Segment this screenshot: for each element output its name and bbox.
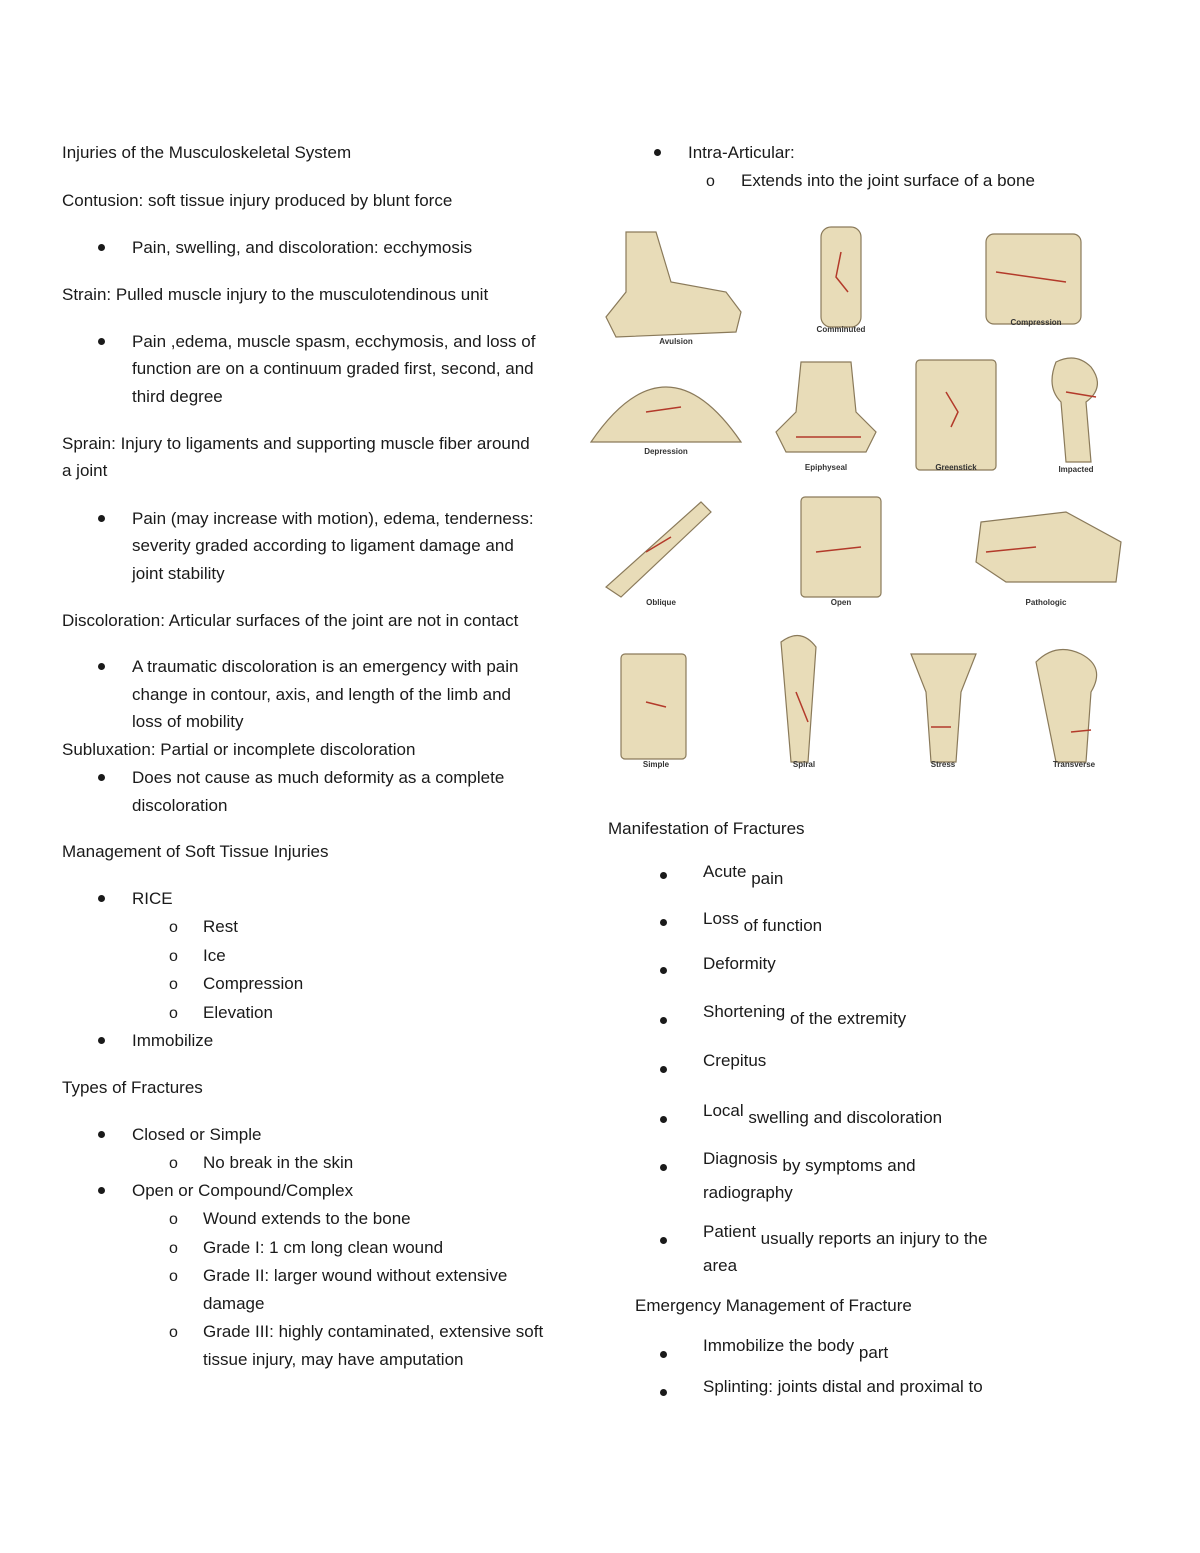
label-avulsion: Avulsion <box>659 337 693 346</box>
label-compression: Compression <box>1010 318 1062 327</box>
emergency-item-2 <box>703 1377 983 1397</box>
emergency-item-1 <box>703 1336 889 1362</box>
discoloration-bullet-line2: change in contour, axis, and length of the limb and <box>132 685 511 704</box>
manifestation-heading: Manifestation of Fractures <box>608 819 805 838</box>
manifestation-item-2 <box>703 909 823 935</box>
contusion-bullet: Pain, swelling, and discoloration: ecchymosis <box>132 238 473 257</box>
bullet <box>660 1017 667 1024</box>
label-epiphyseal: Epiphyseal <box>804 463 848 472</box>
manifestation-item-2-b: of function <box>743 916 823 935</box>
manifestation-item-8-a: Patient <box>703 1222 756 1241</box>
impacted-illustration <box>1052 358 1097 462</box>
intra-articular-item: Intra-Articular: <box>688 143 795 162</box>
label-spiral: Spiral <box>792 760 816 769</box>
manifestation-item-6-a: Local <box>703 1101 744 1120</box>
compression-illustration <box>986 234 1081 324</box>
immobilize-item: Immobilize <box>132 1031 214 1050</box>
emergency-item-1-b: part <box>858 1343 889 1362</box>
manifestation-item-3 <box>703 954 776 974</box>
manifestation-item-3-a: Deformity <box>703 954 776 973</box>
sub-bullet-o: o <box>169 1211 178 1228</box>
open-sub-3: Grade II: larger wound without extensive <box>203 1266 508 1285</box>
label-comminuted: Comminuted <box>816 325 866 334</box>
closed-item: Closed or Simple <box>132 1125 262 1144</box>
avulsion-illustration <box>606 232 741 337</box>
subluxation-heading: Subluxation: Partial or incomplete discoloration <box>62 740 416 759</box>
bullet <box>654 149 661 156</box>
manifestation-item-7 <box>703 1149 916 1175</box>
pathologic-illustration <box>976 512 1121 582</box>
label-pathologic: Pathologic <box>1025 598 1067 607</box>
open-sub-4: Grade III: highly contaminated, extensive soft <box>203 1322 544 1341</box>
sub-bullet-o: o <box>169 948 178 965</box>
label-open: Open <box>830 598 852 607</box>
bullet <box>660 872 667 879</box>
open-illustration <box>801 497 881 597</box>
manifestation-item-4-b: of the extremity <box>789 1009 907 1028</box>
emergency-heading: Emergency Management of Fracture <box>635 1296 912 1315</box>
discoloration-bullet-line3: loss of mobility <box>132 712 244 731</box>
rice-elevation: Elevation <box>203 1003 273 1022</box>
open-sub-4-cont: tissue injury, may have amputation <box>203 1350 464 1369</box>
strain-heading: Strain: Pulled muscle injury to the musculotendinous unit <box>62 285 489 304</box>
depression-illustration <box>591 387 741 442</box>
epiphyseal-illustration <box>776 362 876 452</box>
manifestation-item-5-a: Crepitus <box>703 1051 767 1070</box>
manifestation-item-6-b: swelling and discoloration <box>748 1108 943 1127</box>
manifestation-item-2-a: Loss <box>703 909 739 928</box>
bullet <box>98 338 105 345</box>
manifestation-item-8-b: usually reports an injury to the <box>760 1229 988 1248</box>
label-oblique: Oblique <box>646 598 676 607</box>
bullet <box>660 919 667 926</box>
sprain-heading-line1: Sprain: Injury to ligaments and supporting muscle fiber around <box>62 434 530 453</box>
sub-bullet-o: o <box>169 1324 178 1341</box>
closed-sub: No break in the skin <box>203 1153 354 1172</box>
bullet <box>660 1066 667 1073</box>
manifestation-item-1-a: Acute <box>703 862 747 881</box>
rice-item: RICE <box>132 889 173 908</box>
subluxation-bullet-line2: discoloration <box>132 796 228 815</box>
discoloration-heading: Discoloration: Articular surfaces of the joint are not in contact <box>62 611 519 630</box>
rice-ice: Ice <box>203 946 226 965</box>
rice-rest: Rest <box>203 917 238 936</box>
rice-compression: Compression <box>203 974 304 993</box>
manifestation-item-7-b: by symptoms and <box>782 1156 916 1175</box>
management-heading: Management of Soft Tissue Injuries <box>62 842 329 861</box>
sprain-bullet-line1: Pain (may increase with motion), edema, tenderness: <box>132 509 534 528</box>
discoloration-bullet-line1: A traumatic discoloration is an emergency with pain <box>132 657 519 676</box>
contusion-heading: Contusion: soft tissue injury produced by blunt force <box>62 191 453 210</box>
label-depression: Depression <box>644 447 688 456</box>
bullet <box>98 663 105 670</box>
intra-articular-sub: Extends into the joint surface of a bone <box>741 171 1035 190</box>
sub-bullet-o: o <box>169 1240 178 1257</box>
sub-bullet-o: o <box>169 1268 178 1285</box>
types-heading: Types of Fractures <box>62 1078 203 1097</box>
bullet <box>98 895 105 902</box>
stress-illustration <box>911 654 976 762</box>
open-sub-2: Grade I: 1 cm long clean wound <box>203 1238 444 1257</box>
open-sub-1: Wound extends to the bone <box>203 1209 411 1228</box>
bullet <box>660 1389 667 1396</box>
sub-bullet-o: o <box>169 1155 178 1172</box>
bullet <box>660 1237 667 1244</box>
manifestation-item-1 <box>703 862 784 888</box>
manifestation-item-8 <box>703 1222 988 1248</box>
bullet <box>98 1187 105 1194</box>
sprain-heading-line2: a joint <box>62 461 108 480</box>
sprain-bullet-line3: joint stability <box>132 564 225 583</box>
manifestation-item-1-b: pain <box>751 869 784 888</box>
strain-bullet-line2: function are on a continuum graded first, second, and <box>132 359 534 378</box>
manifestation-item-6 <box>703 1101 943 1127</box>
bullet <box>98 244 105 251</box>
manifestation-item-7-cont: radiography <box>703 1183 793 1202</box>
sub-bullet-o: o <box>169 919 178 936</box>
simple-illustration <box>621 654 686 759</box>
manifestation-item-7-a: Diagnosis <box>703 1149 778 1168</box>
manifestation-item-5 <box>703 1051 766 1071</box>
bullet <box>660 1116 667 1123</box>
transverse-illustration <box>1036 650 1097 763</box>
label-simple: Simple <box>642 760 670 769</box>
subluxation-bullet-line1: Does not cause as much deformity as a complete <box>132 768 505 787</box>
label-transverse: Transverse <box>1052 760 1096 769</box>
manifestation-item-4-a: Shortening <box>703 1002 786 1021</box>
label-impacted: Impacted <box>1058 465 1094 474</box>
emergency-item-1-a: Immobilize the body <box>703 1336 855 1355</box>
strain-bullet-line1: Pain ,edema, muscle spasm, ecchymosis, and loss of <box>132 332 536 351</box>
bullet <box>98 774 105 781</box>
bullet <box>98 515 105 522</box>
fracture-types-figure <box>586 222 1146 787</box>
sprain-bullet-line2: severity graded according to ligament damage and <box>132 536 514 555</box>
bullet <box>98 1037 105 1044</box>
sub-bullet-o: o <box>169 1005 178 1022</box>
emergency-item-2-a: Splinting: joints distal and proximal to <box>703 1377 983 1396</box>
open-sub-3-cont: damage <box>203 1294 265 1313</box>
comminuted-illustration <box>821 227 861 327</box>
bullet <box>98 1131 105 1138</box>
bullet <box>660 1351 667 1358</box>
strain-bullet-line3: third degree <box>132 387 223 406</box>
page-title: Injuries of the Musculoskeletal System <box>62 143 352 162</box>
open-item: Open or Compound/Complex <box>132 1181 354 1200</box>
manifestation-item-8-cont: area <box>703 1256 738 1275</box>
sub-bullet-o: o <box>706 173 715 190</box>
bullet <box>660 1164 667 1171</box>
label-stress: Stress <box>930 760 956 769</box>
manifestation-item-4 <box>703 1002 907 1028</box>
oblique-illustration <box>606 502 711 597</box>
sub-bullet-o: o <box>169 976 178 993</box>
bullet <box>660 967 667 974</box>
label-greenstick: Greenstick <box>935 463 977 472</box>
